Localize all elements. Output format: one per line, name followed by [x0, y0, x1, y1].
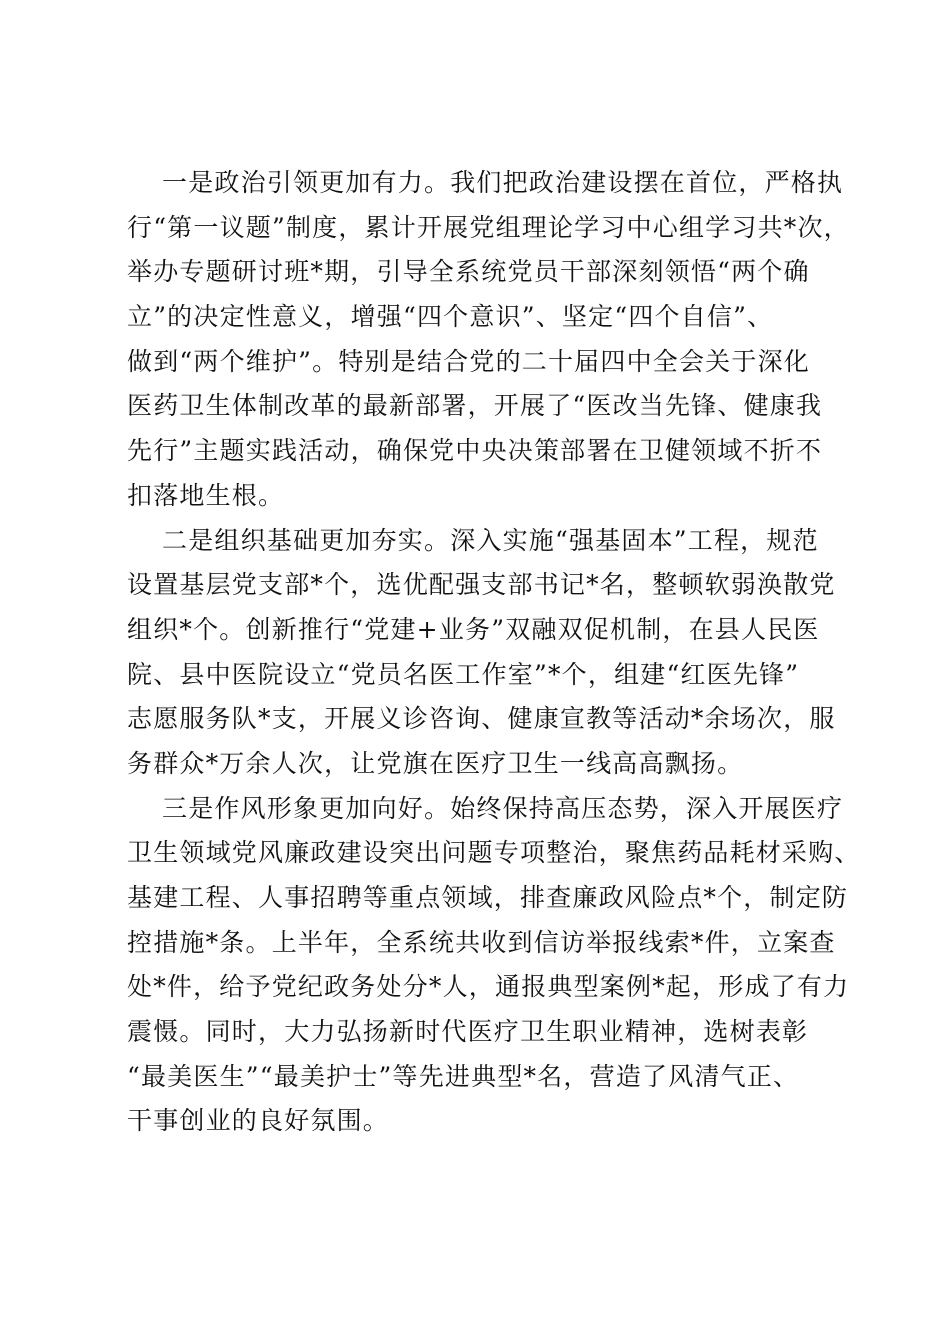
paragraph-line: 院、县中医院设立“党员名医工作室”*个，组建“红医先锋” — [127, 659, 800, 689]
paragraph-line: 行“第一议题”制度，累计开展党组理论学习中心组学习共*次， — [127, 212, 850, 242]
paragraph-line: 控措施*条。上半年，全系统共收到信访举报线索*件，立案查 — [127, 927, 836, 957]
paragraph-line: 医药卫生体制改革的最新部署，开展了“医改当先锋、健康我 — [127, 391, 823, 421]
paragraph-line: “最美医生”“最美护士”等先进典型*名，营造了风清气正、 — [127, 1061, 800, 1091]
paragraph-line: 志愿服务队*支，开展义诊咨询、健康宣教等活动*余场次，服 — [127, 704, 836, 734]
paragraph-line: 组织*个。创新推行“党建+业务”双融双促机制，在县人民医 — [127, 614, 820, 644]
paragraph-line: 扣落地生根。 — [127, 480, 285, 510]
paragraph-line: 立”的决定性意义，增强“四个意识”、坚定“四个自信”、 — [127, 302, 774, 332]
paragraph-organization-foundation — [127, 519, 837, 787]
paragraph-line: 做到“两个维护”。特别是结合党的二十届四中全会关于深化 — [127, 346, 810, 376]
paragraph-line: 一是政治引领更加有力。我们把政治建设摆在首位，严格执 — [162, 168, 844, 197]
paragraph-line: 务群众*万余人次，让党旗在医疗卫生一线高高飘扬。 — [127, 748, 744, 778]
paragraph-line: 干事创业的良好氛围。 — [127, 1106, 390, 1136]
paragraph-line: 处*件，给予党纪政务处分*人，通报典型案例*起，形成了有力 — [127, 972, 850, 1002]
paragraph-political-leadership — [127, 161, 850, 519]
paragraph-line: 三是作风形象更加向好。始终保持高压态势，深入开展医疗 — [162, 793, 844, 823]
paragraph-line: 先行”主题实践活动，确保党中央决策部署在卫健领域不折不 — [127, 436, 823, 466]
paragraph-line: 卫生领域党风廉政建设突出问题专项整治，聚焦药品耗材采购、 — [127, 838, 861, 868]
paragraph-work-style — [127, 787, 861, 1145]
document-body — [127, 161, 861, 1144]
paragraph-line: 基建工程、人事招聘等重点领域，排查廉政风险点*个，制定防 — [127, 883, 849, 912]
paragraph-line: 举办专题研讨班*期，引导全系统党员干部深刻领悟“两个确 — [127, 257, 810, 287]
paragraph-line: 二是组织基础更加夯实。深入实施“强基固本”工程，规范 — [162, 525, 819, 555]
paragraph-line: 震慑。同时，大力弘扬新时代医疗卫生职业精神，选树表彰 — [127, 1017, 809, 1047]
paragraph-line: 设置基层党支部*个，选优配强支部书记*名，整顿软弱涣散党 — [127, 570, 836, 600]
